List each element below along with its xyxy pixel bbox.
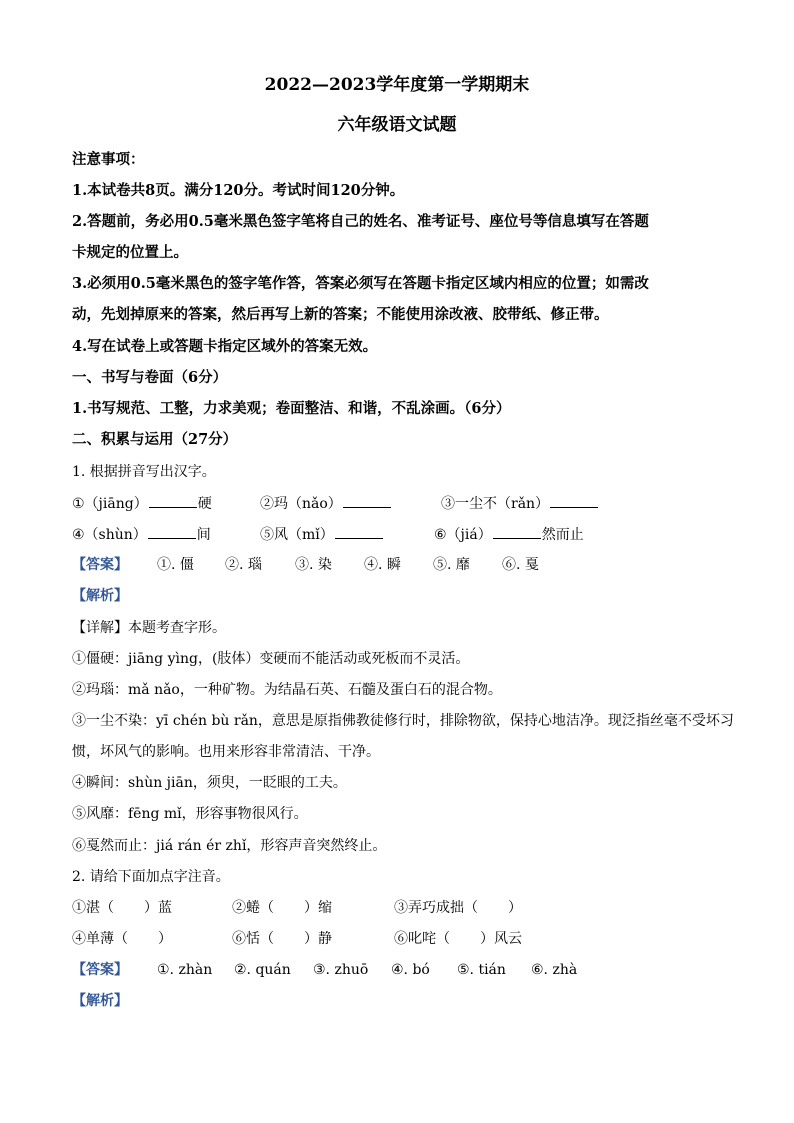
- q1-explanation-1: ①僵硬：jiāng yìng，(肢体）变硬而不能活动或死板而不灵活。: [72, 651, 470, 667]
- q1-item-3: ③一尘不（rǎn）: [441, 493, 599, 514]
- q1-answer-1: ①. 僵: [157, 557, 194, 573]
- q1-stem: 1. 根据拼音写出汉字。: [72, 464, 216, 480]
- q1-answer-5: ⑤. 靡: [433, 557, 470, 573]
- note-2a: 2.答题前，务必用0.5毫米黑色签字笔将自己的姓名、准考证号、座位号等信息填写在答题: [72, 213, 649, 230]
- q2-item-3: ③弄巧成拙（ ）: [394, 900, 522, 916]
- q2-item-4: ④单薄（ ）: [72, 931, 172, 947]
- note-2b: 卡规定的位置上。: [72, 244, 188, 261]
- q1-item-2: ②玛（nǎo）: [260, 493, 392, 514]
- q1-item-6: ⑥（jiá） 然而止: [434, 524, 584, 545]
- answer-blank: [148, 524, 196, 539]
- q2-answer-4: ④. bó: [391, 962, 430, 978]
- note-3a: 3.必须用0.5毫米黑色的签字笔作答，答案必须写在答题卡指定区域内相应的位置；如需改: [72, 275, 649, 292]
- q1-answer-3: ③. 染: [295, 557, 332, 573]
- notes-heading: 注意事项：: [72, 151, 145, 168]
- q1-item-4: ④（shùn） 间: [72, 524, 211, 545]
- q1-analysis-tag: 【解析】: [72, 588, 128, 604]
- answer-blank: [335, 524, 383, 539]
- section2-heading: 二、积累与运用（27分）: [72, 431, 238, 448]
- q1-explanation-3b: 惯，坏风气的影响。也用来形容非常清洁、干净。: [72, 744, 380, 760]
- q1-explanation-3: ③一尘不染：yī chén bù rǎn，意思是原指佛教徒修行时，排除物欲，保持心地洁净。现泛指丝毫不受坏习: [72, 713, 734, 729]
- q2-stem: 2. 请给下面加点字注音。: [72, 869, 230, 885]
- q1-item-5: ⑤风（mǐ）: [260, 524, 384, 545]
- q2-answer-2: ②. quán: [234, 962, 291, 978]
- answer-blank: [550, 493, 598, 508]
- q2-answer-1: ①. zhàn: [157, 962, 213, 978]
- q2-item-2: ②蜷（ ）缩: [232, 900, 332, 916]
- note-4: 4.写在试卷上或答题卡指定区域外的答案无效。: [72, 338, 378, 355]
- q2-analysis-tag: 【解析】: [72, 993, 128, 1009]
- answer-blank: [149, 493, 197, 508]
- q1-detail: 【详解】本题考查字形。: [72, 620, 226, 636]
- page-title: 2022—2023学年度第一学期期末: [264, 75, 530, 95]
- q1-answer-6: ⑥. 戛: [502, 557, 539, 573]
- q2-item-1: ①湛（ ）蓝: [72, 900, 172, 916]
- answer-blank: [343, 493, 391, 508]
- q1-explanation-6: ⑥戛然而止：jiá rán ér zhǐ，形容声音突然终止。: [72, 838, 387, 854]
- q2-answer-6: ⑥. zhà: [531, 962, 578, 978]
- q1-answer-2: ②. 瑙: [225, 557, 262, 573]
- q1-answer-4: ④. 瞬: [364, 557, 401, 573]
- note-1: 1.本试卷共8页。满分120分。考试时间120分钟。: [72, 182, 405, 199]
- section1-heading: 一、书写与卷面（6分）: [72, 369, 228, 386]
- q2-answer-5: ⑤. tián: [457, 962, 506, 978]
- section1-question: 1.书写规范、工整，力求美观；卷面整洁、和谐，不乱涂画。（6分）: [72, 400, 511, 417]
- note-3b: 动，先划掉原来的答案，然后再写上新的答案；不能使用涂改液、胶带纸、修正带。: [72, 306, 609, 323]
- q2-item-5: ⑥恬（ ）静: [232, 931, 332, 947]
- q1-explanation-4: ④瞬间：shùn jiān，须臾，一眨眼的工夫。: [72, 775, 347, 791]
- answer-blank: [493, 524, 541, 539]
- q1-explanation-5: ⑤风靡：fēng mǐ，形容事物很风行。: [72, 806, 308, 822]
- q1-answer-tag: 【答案】: [72, 557, 128, 573]
- q2-answer-3: ③. zhuō: [313, 962, 369, 978]
- page-subtitle: 六年级语文试题: [337, 115, 457, 135]
- q1-explanation-2: ②玛瑙：mǎ nǎo，一种矿物。为结晶石英、石髓及蛋白石的混合物。: [72, 682, 502, 698]
- q1-item-1: ①（jiāng） 硬: [72, 493, 212, 514]
- q2-answer-tag: 【答案】: [72, 962, 128, 978]
- q2-item-6: ⑥叱咤（ ）风云: [394, 931, 522, 947]
